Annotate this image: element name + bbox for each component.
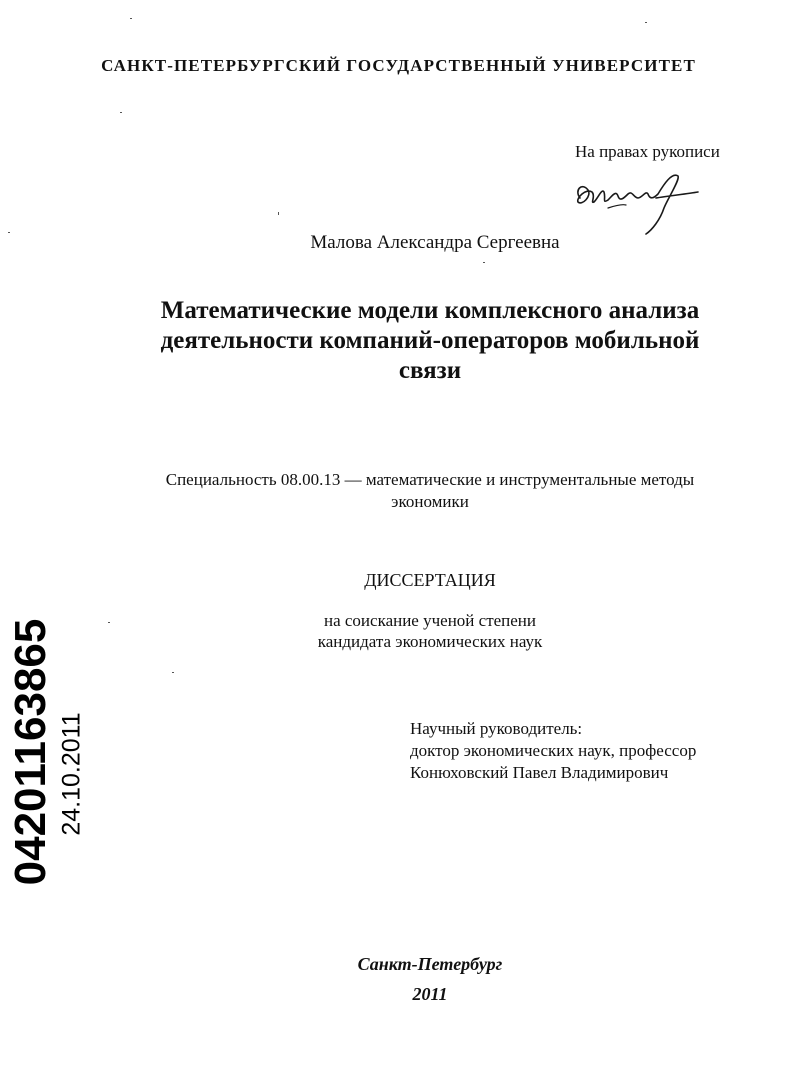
title-line: связи (398, 357, 462, 384)
author-name: Малова Александра Сергеевна (310, 232, 560, 253)
scan-speck (130, 18, 132, 19)
scan-speck (645, 22, 647, 23)
scan-speck (483, 262, 485, 263)
title-line: Математические модели комплексного анализа (160, 297, 700, 324)
manuscript-note: На правах рукописи (575, 142, 720, 161)
specialty (120, 469, 740, 513)
scan-speck (278, 212, 279, 215)
degree-line: кандидата экономических наук (317, 632, 543, 651)
degree-info (0, 610, 797, 652)
advisor-line: Научный руководитель: (410, 719, 583, 738)
year: 2011 (412, 984, 448, 1004)
advisor-line: Конюховский Павел Владимирович (410, 763, 669, 782)
scan-speck (172, 672, 174, 673)
document-type: ДИССЕРТАЦИЯ (364, 570, 496, 590)
dissertation-title (110, 296, 750, 386)
library-stamp-date: 24.10.2011 (57, 712, 86, 836)
scan-speck (120, 112, 122, 113)
city: Санкт-Петербург (357, 954, 503, 974)
scan-speck (8, 232, 10, 233)
scientific-advisor (410, 718, 696, 784)
title-line: деятельности компаний-операторов мобильной (160, 327, 700, 354)
handwritten-signature (568, 168, 718, 238)
degree-line: на соискание ученой степени (323, 611, 537, 630)
library-stamp-number: 04201163865 (6, 618, 55, 886)
specialty-line: Специальность 08.00.13 — математические и инструментальные методы (165, 470, 695, 489)
advisor-line: доктор экономических наук, профессор (410, 741, 697, 760)
specialty-line: экономики (391, 492, 469, 511)
university-name: САНКТ-ПЕТЕРБУРГСКИЙ ГОСУДАРСТВЕННЫЙ УНИВЕРСИТЕТ (101, 56, 696, 75)
scan-speck (108, 622, 110, 623)
